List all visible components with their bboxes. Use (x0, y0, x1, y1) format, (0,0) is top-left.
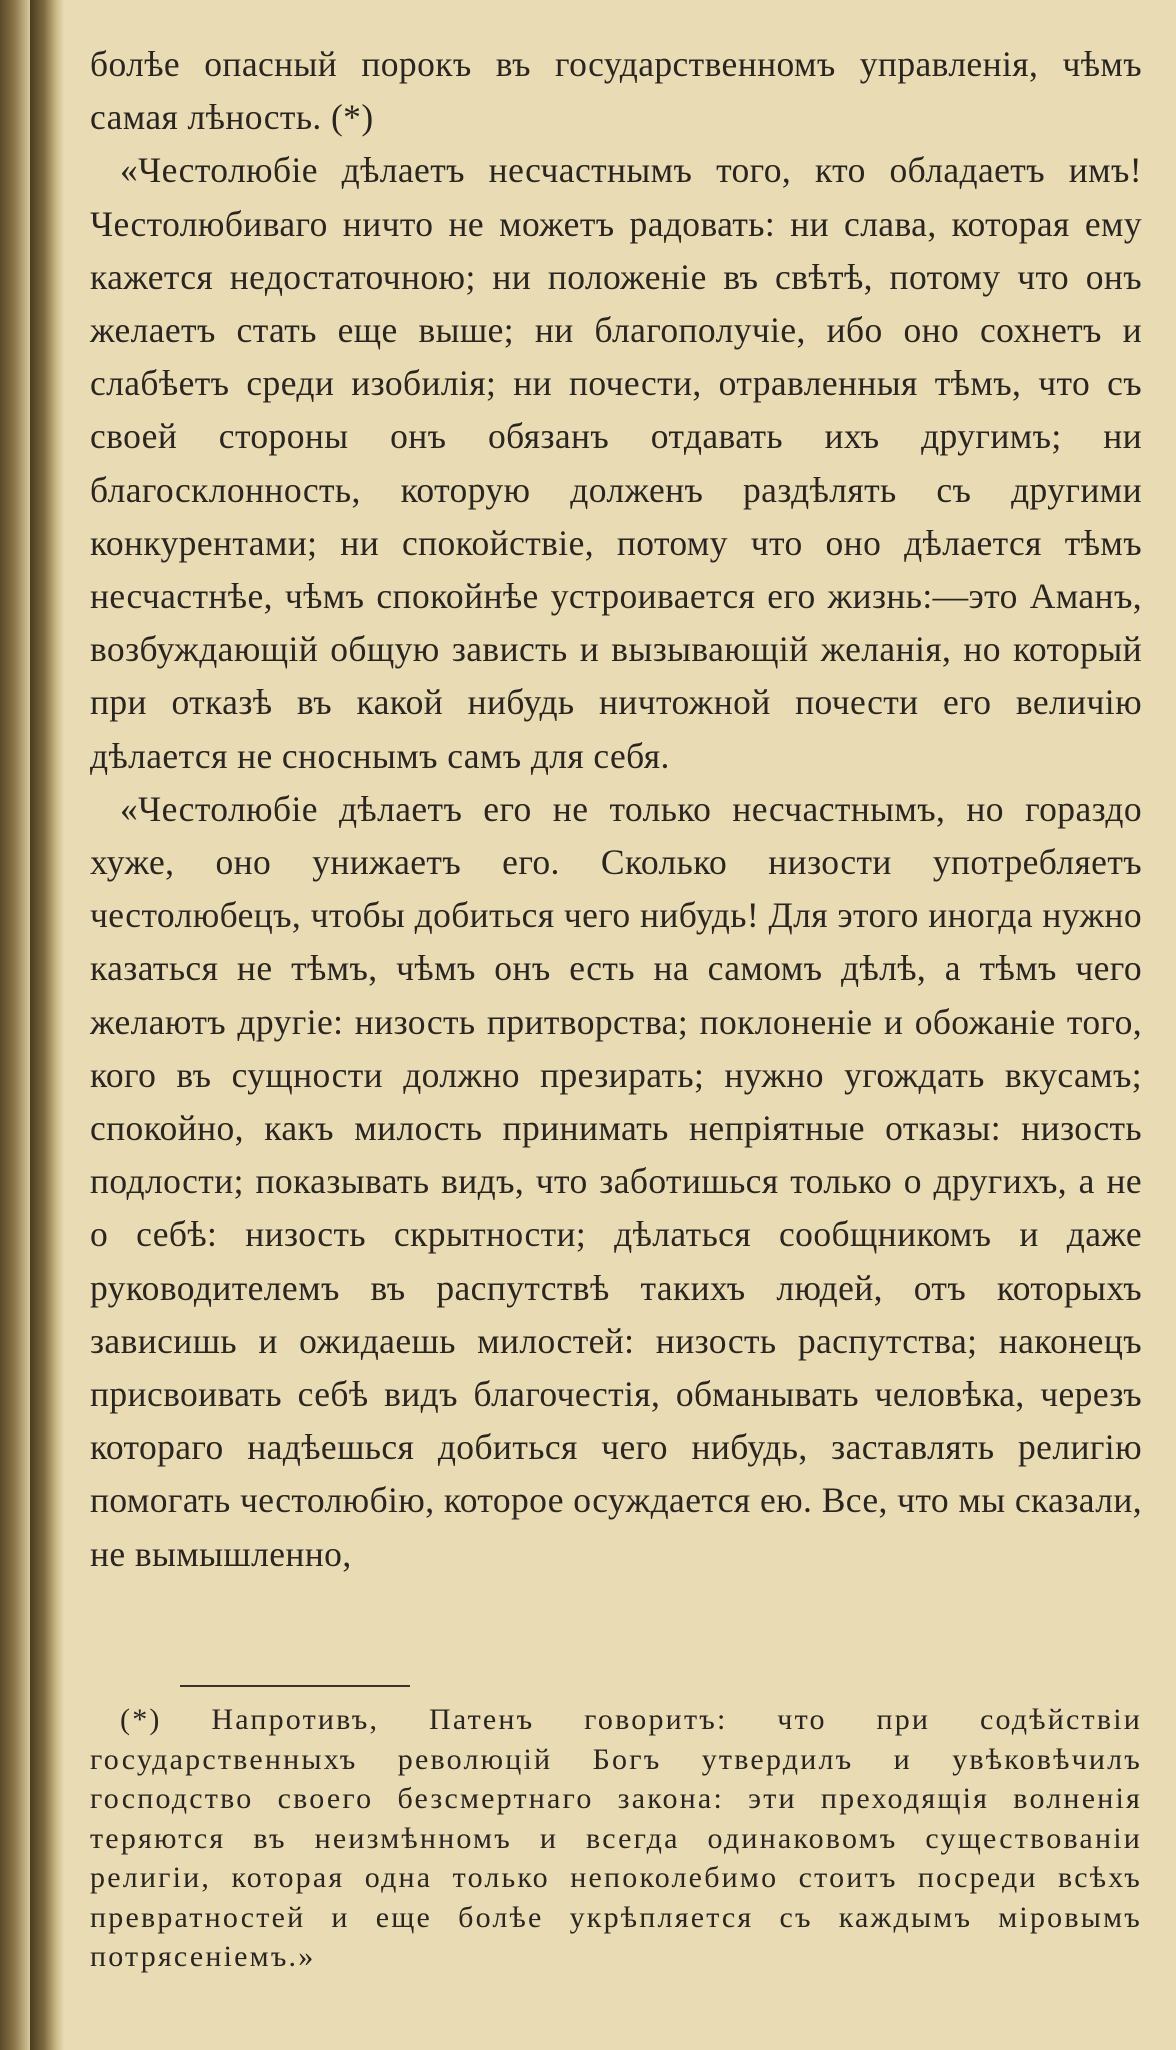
book-page (30, 0, 1176, 2050)
footnote: (*) Напротивъ, Патенъ говоритъ: что при содѣйствіи государственныхъ революцій Богъ утвердилъ и увѣковѣчилъ господство своего безсмертнаго закона: эти преходящія волненія теряются въ неизмѣнномъ и всегда одинаковомъ существованіи религіи, которая одна только непоколебимо стоитъ посреди всѣхъ превратностей и еще болѣе укрѣпляется съ каждымъ міровымъ потрясеніемъ.» (90, 1703, 1142, 1973)
footnote-divider (180, 1685, 410, 1687)
paragraph-1: болѣе опасный порокъ въ государственномъ управленія, чѣмъ самая лѣность. (*) (90, 44, 1142, 138)
paragraph-3: «Честолюбіе дѣлаетъ его не только несчастнымъ, но гораздо хуже, оно унижаетъ его. Сколько низости употребляетъ честолюбецъ, чтобы добиться чего нибудь! Для этого иногда нужно казаться не тѣмъ, чѣмъ онъ есть на самомъ дѣлѣ, а тѣмъ чего желаютъ другіе: низость притворства; поклоненіе и обожаніе того, кого въ сущности должно презирать; нужно угождать вкусамъ; спокойно, какъ милость принимать непріятные отказы: низость подлости; показывать видъ, что заботишься только о другихъ, а не о себѣ: низость скрытности; дѣлаться сообщникомъ и даже руководителемъ въ распутствѣ такихъ людей, отъ которыхъ зависишь и ожидаешь милостей: низость распутства; наконецъ присвоивать себѣ видъ благочестія, обманывать человѣка, черезъ котораго надѣешься добиться чего нибудь, заставлять религію помогать честолюбію, которое осуждается ею. Все, что мы сказали, не вымышленно, (90, 788, 1142, 1574)
paragraph-2: «Честолюбіе дѣлаетъ несчастнымъ того, кто обладаетъ имъ! Честолюбиваго ничто не можетъ радовать: ни слава, которая ему кажется недостаточною; ни положеніе въ свѣтѣ, потому что онъ желаетъ стать еще выше; ни благополучіе, ибо оно сохнетъ и слабѣетъ среди изобилія; ни почести, отравленныя тѣмъ, что съ своей стороны онъ обязанъ отдавать ихъ другимъ; ни благосклонность, которую долженъ раздѣлять съ другими конкурентами; ни спокойствіе, потому что оно дѣлается тѣмъ несчастнѣе, чѣмъ спокойнѣе устроивается его жизнь:—это Аманъ, возбуждающій общую зависть и вызывающій желанія, но который при отказѣ въ какой нибудь ничтожной почести его величію дѣлается не сноснымъ самъ для себя. (90, 150, 1142, 776)
page-gutter-shadow (30, 0, 64, 2050)
main-text (90, 38, 1142, 1581)
